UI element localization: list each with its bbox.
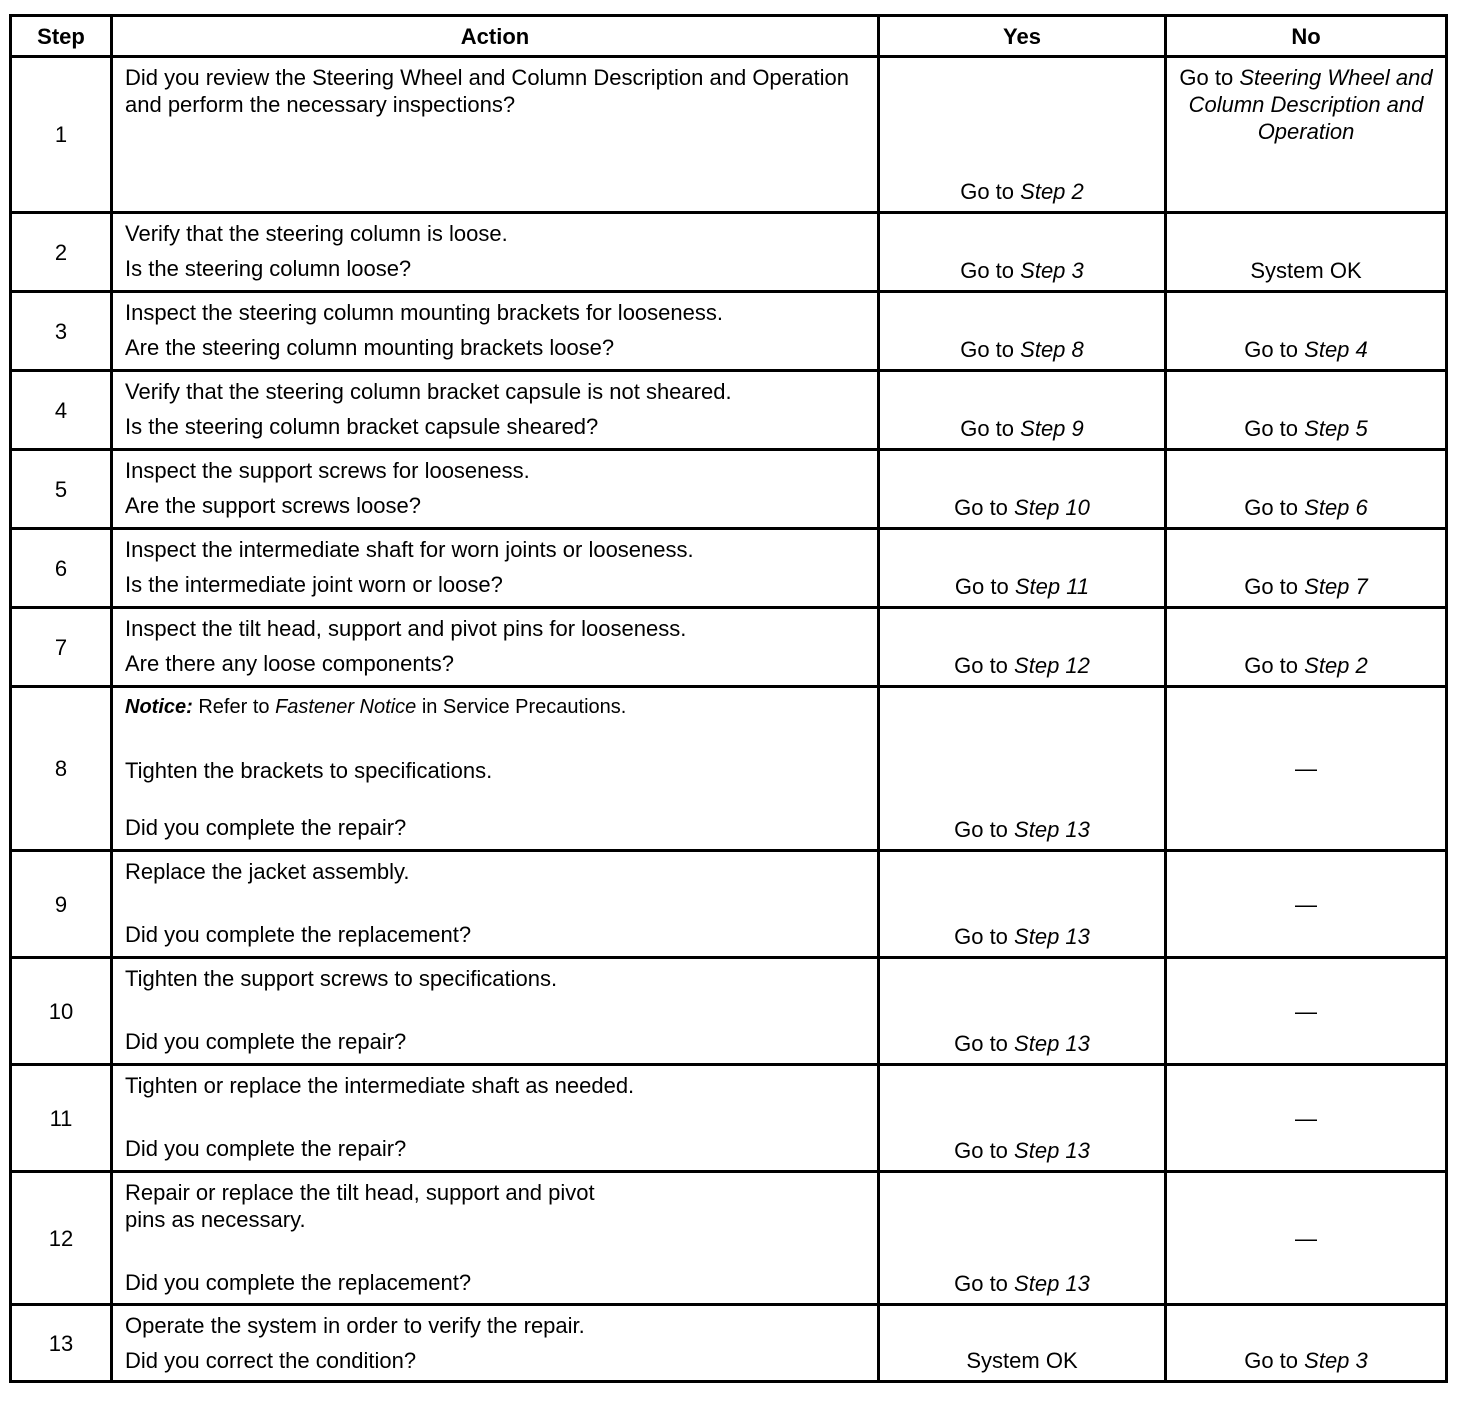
action-question: Did you complete the repair?	[125, 1029, 407, 1054]
yes-prefix: Go to	[954, 495, 1008, 520]
no-cell	[1166, 292, 1447, 371]
step-number: 3	[11, 292, 112, 371]
action-cell	[112, 687, 879, 851]
step-number: 11	[11, 1065, 112, 1172]
notice-post: in Service Precautions.	[421, 696, 627, 718]
table-row	[11, 450, 1447, 529]
action-question: Did you complete the replacement?	[125, 1270, 472, 1295]
yes-prefix: Go to	[954, 817, 1008, 842]
table-row	[11, 687, 1447, 851]
table-row	[11, 213, 1447, 292]
header-step: Step	[11, 16, 112, 57]
action-text: Operate the system in order to verify the repair.	[125, 1313, 585, 1338]
table-row	[11, 1065, 1447, 1172]
action-question: Are there any loose components?	[125, 651, 454, 676]
table-row	[11, 1305, 1447, 1382]
no-dash: —	[1295, 998, 1317, 1024]
action-question: Are the steering column mounting brackets loose?	[125, 335, 615, 360]
no-step-link[interactable]: Step 7	[1304, 574, 1368, 599]
yes-step-link[interactable]: Step 11	[1014, 574, 1090, 599]
yes-step-link[interactable]: Step 2	[1020, 179, 1084, 204]
no-cell	[1166, 958, 1447, 1065]
yes-cell	[879, 1065, 1166, 1172]
yes-prefix: Go to	[954, 1138, 1008, 1163]
table-row	[11, 958, 1447, 1065]
no-step-link[interactable]: Step 4	[1304, 337, 1368, 362]
action-question: Did you complete the repair?	[125, 1136, 407, 1161]
no-cell	[1166, 57, 1447, 213]
no-prefix: Go to	[1244, 495, 1299, 520]
no-prefix: Go to	[1244, 337, 1299, 362]
yes-cell	[879, 450, 1166, 529]
action-cell	[112, 213, 879, 292]
action-cell	[112, 371, 879, 450]
yes-step-link[interactable]: Step 3	[1020, 258, 1084, 283]
fastener-notice-link[interactable]: Fastener Notice	[275, 696, 417, 718]
no-step-link[interactable]: Step 2	[1304, 653, 1368, 678]
action-cell	[112, 1172, 879, 1305]
yes-step-link[interactable]: Step 13	[1014, 924, 1090, 949]
yes-step-link[interactable]: Step 13	[1014, 1031, 1090, 1056]
no-cell	[1166, 371, 1447, 450]
table-row	[11, 608, 1447, 687]
step-number: 12	[11, 1172, 112, 1305]
yes-cell	[879, 371, 1166, 450]
yes-step-link[interactable]: Step 8	[1020, 337, 1084, 362]
yes-step-link[interactable]: Step 9	[1020, 416, 1084, 441]
yes-cell	[879, 608, 1166, 687]
action-cell	[112, 608, 879, 687]
action-text: Verify that the steering column is loose.	[125, 221, 508, 246]
step-number: 1	[11, 57, 112, 213]
step-number: 9	[11, 851, 112, 958]
header-no: No	[1166, 16, 1447, 57]
yes-cell	[879, 687, 1166, 851]
action-cell	[112, 851, 879, 958]
yes-prefix: Go to	[960, 179, 1015, 204]
no-prefix: Go to	[1244, 574, 1299, 599]
yes-cell	[879, 213, 1166, 292]
no-dash: —	[1295, 1225, 1317, 1251]
yes-prefix: Go to	[954, 574, 1009, 599]
action-text: Inspect the tilt head, support and pivot pins for looseness.	[125, 616, 687, 641]
yes-cell	[879, 292, 1166, 371]
action-text: Verify that the steering column bracket capsule is not sheared.	[125, 379, 732, 404]
yes-prefix: Go to	[960, 258, 1015, 283]
no-reference-link[interactable]: Steering Wheel and Column Description and Operation	[1188, 65, 1433, 144]
no-cell	[1166, 1305, 1447, 1382]
action-text: Tighten the support screws to specifications.	[125, 966, 558, 991]
yes-text: System OK	[966, 1348, 1078, 1373]
no-cell	[1166, 450, 1447, 529]
action-cell	[112, 529, 879, 608]
action-text: Tighten the brackets to specifications.	[125, 758, 493, 783]
step-number: 5	[11, 450, 112, 529]
action-question: Is the intermediate joint worn or loose?	[125, 572, 503, 597]
table-row	[11, 529, 1447, 608]
notice-pre: Refer to	[198, 696, 270, 718]
no-step-link[interactable]: Step 6	[1304, 495, 1368, 520]
table-row	[11, 57, 1447, 213]
step-number: 10	[11, 958, 112, 1065]
no-cell	[1166, 687, 1447, 851]
no-step-link[interactable]: Step 3	[1304, 1348, 1368, 1373]
action-text: Tighten or replace the intermediate shaft as needed.	[125, 1073, 635, 1098]
action-cell	[112, 1065, 879, 1172]
no-cell	[1166, 608, 1447, 687]
step-number: 7	[11, 608, 112, 687]
yes-cell	[879, 1305, 1166, 1382]
action-text: Inspect the support screws for looseness.	[125, 458, 530, 483]
yes-cell	[879, 57, 1166, 213]
yes-cell	[879, 958, 1166, 1065]
no-prefix: Go to	[1244, 1348, 1299, 1373]
no-cell	[1166, 529, 1447, 608]
no-prefix: Go to	[1179, 65, 1234, 90]
action-cell	[112, 292, 879, 371]
yes-prefix: Go to	[960, 416, 1015, 441]
yes-step-link[interactable]: Step 13	[1014, 817, 1090, 842]
no-cell	[1166, 1172, 1447, 1305]
no-dash: —	[1295, 891, 1317, 917]
yes-cell	[879, 529, 1166, 608]
yes-step-link[interactable]: Step 12	[1014, 653, 1090, 678]
header-action: Action	[112, 16, 879, 57]
no-prefix: Go to	[1244, 653, 1299, 678]
table-row	[11, 371, 1447, 450]
action-cell	[112, 958, 879, 1065]
action-cell	[112, 450, 879, 529]
no-prefix: Go to	[1244, 416, 1299, 441]
step-number: 8	[11, 687, 112, 851]
table-row	[11, 292, 1447, 371]
action-cell	[112, 57, 879, 213]
yes-prefix: Go to	[954, 1271, 1008, 1296]
action-text: Inspect the steering column mounting brackets for looseness.	[125, 300, 723, 325]
notice-label: Notice:	[125, 696, 193, 718]
action-text: Inspect the intermediate shaft for worn joints or looseness.	[125, 537, 694, 562]
action-question: Is the steering column bracket capsule sheared?	[125, 414, 599, 439]
action-text: Repair or replace the tilt head, support and pivot pins as necessary.	[125, 1180, 595, 1232]
no-dash: —	[1295, 1105, 1317, 1131]
header-yes: Yes	[879, 16, 1166, 57]
action-question: Are the support screws loose?	[125, 493, 421, 518]
step-number: 13	[11, 1305, 112, 1382]
yes-prefix: Go to	[960, 337, 1015, 362]
header-row	[11, 16, 1447, 57]
yes-cell	[879, 851, 1166, 958]
no-dash: —	[1295, 756, 1317, 781]
action-question: Is the steering column loose?	[125, 256, 412, 281]
action-question: Did you correct the condition?	[125, 1348, 417, 1373]
action-cell	[112, 1305, 879, 1382]
action-text: Replace the jacket assembly.	[125, 859, 410, 884]
yes-step-link[interactable]: Step 13	[1014, 1138, 1090, 1163]
notice-line	[125, 694, 867, 721]
yes-prefix: Go to	[954, 653, 1008, 678]
yes-cell	[879, 1172, 1166, 1305]
yes-step-link[interactable]: Step 13	[1014, 1271, 1090, 1296]
action-question: Did you complete the repair?	[125, 815, 407, 840]
diagnostic-table	[9, 14, 1448, 1383]
action-text: Did you review the Steering Wheel and Column Description and Operation and perform the necessary inspections?	[125, 65, 849, 117]
step-number: 4	[11, 371, 112, 450]
step-number: 2	[11, 213, 112, 292]
no-text: System OK	[1250, 258, 1362, 283]
no-cell	[1166, 851, 1447, 958]
no-cell	[1166, 213, 1447, 292]
yes-step-link[interactable]: Step 10	[1014, 495, 1090, 520]
no-step-link[interactable]: Step 5	[1304, 416, 1368, 441]
action-question: Did you complete the replacement?	[125, 922, 472, 947]
table-row	[11, 1172, 1447, 1305]
no-cell	[1166, 1065, 1447, 1172]
yes-prefix: Go to	[954, 1031, 1008, 1056]
step-number: 6	[11, 529, 112, 608]
yes-prefix: Go to	[954, 924, 1008, 949]
table-row	[11, 851, 1447, 958]
